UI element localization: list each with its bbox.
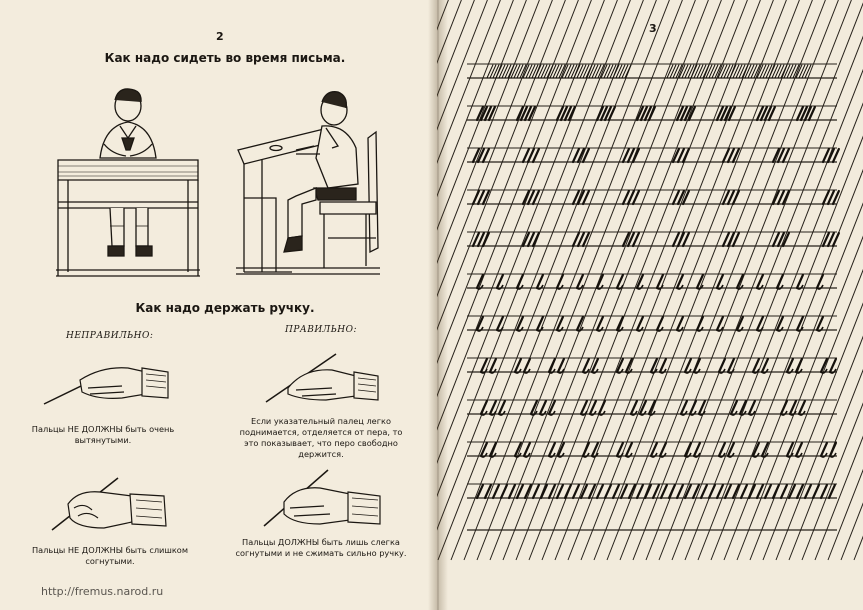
illustration-hand-right-bent-slightly	[260, 466, 384, 530]
practice-stroke	[691, 65, 697, 78]
practice-stroke	[724, 65, 730, 78]
practice-stroke	[573, 485, 579, 498]
practice-stroke	[526, 65, 532, 78]
slant-guide-line	[646, 0, 863, 560]
practice-stroke	[595, 65, 601, 78]
practice-stroke	[669, 485, 675, 498]
practice-stroke	[485, 485, 491, 498]
practice-stroke	[493, 485, 499, 498]
practice-stroke	[553, 65, 559, 78]
practice-stroke	[487, 65, 493, 78]
practice-stroke	[541, 485, 547, 498]
practice-stroke	[805, 485, 811, 498]
practice-stroke	[607, 65, 613, 78]
practice-stroke	[517, 485, 523, 498]
slant-guide-line	[854, 0, 863, 560]
slant-guide-line	[802, 0, 863, 560]
practice-stroke	[580, 65, 586, 78]
practice-stroke	[742, 65, 748, 78]
caption-wrong-bent: Пальцы НЕ ДОЛЖНЫ быть слишком согнутыми.	[32, 545, 188, 566]
practice-stroke	[749, 485, 755, 498]
caption-right-bent-slightly: Пальцы ДОЛЖНЫ быть лишь слегка согнутыми и не сжимать сильно ручку.	[235, 537, 407, 558]
practice-stroke	[673, 65, 679, 78]
practice-stroke	[670, 65, 676, 78]
page-number-left: 2	[216, 30, 224, 43]
practice-stroke	[502, 65, 508, 78]
practice-stroke	[604, 65, 610, 78]
practice-stroke	[685, 65, 691, 78]
practice-stroke	[821, 485, 827, 498]
practice-stroke	[508, 65, 514, 78]
practice-stroke	[605, 485, 611, 498]
practice-stroke	[709, 65, 715, 78]
practice-stroke	[509, 485, 515, 498]
slant-guide-line	[437, 0, 513, 560]
label-right: ПРАВИЛЬНО:	[285, 325, 358, 335]
practice-stroke	[703, 65, 709, 78]
practice-stroke	[535, 65, 541, 78]
illustration-hand-wrong-bent	[48, 474, 170, 534]
practice-stroke	[712, 65, 718, 78]
practice-stroke	[556, 65, 562, 78]
slant-guide-line	[437, 0, 539, 560]
practice-stroke	[730, 65, 736, 78]
label-wrong: НЕПРАВИЛЬНО:	[66, 331, 154, 341]
practice-stroke	[693, 485, 699, 498]
slant-guide-line	[724, 0, 863, 560]
practice-stroke	[613, 485, 619, 498]
illustration-hand-right-relaxed	[262, 350, 382, 406]
book-gutter	[428, 0, 448, 610]
illustration-boy-side-view	[236, 88, 386, 278]
practice-stroke	[568, 65, 574, 78]
illustration-hand-wrong-straight	[42, 350, 172, 408]
caption-right-relaxed: Если указательный палец легко поднимается, отделяется от пера, то это показывает, что перо свободно держится.	[239, 416, 403, 459]
slant-guide-line	[633, 0, 851, 560]
practice-stroke	[592, 65, 598, 78]
practice-stroke	[547, 65, 553, 78]
slant-guide-line	[438, 0, 656, 560]
practice-stroke	[721, 65, 727, 78]
practice-stroke	[637, 485, 643, 498]
practice-stroke	[736, 65, 742, 78]
slant-guide-line	[503, 0, 721, 560]
practice-stroke	[748, 65, 754, 78]
practice-stroke	[589, 485, 595, 498]
slant-guide-line	[620, 0, 838, 560]
slant-guide-line	[464, 0, 682, 560]
slant-guide-line	[685, 0, 863, 560]
caption-wrong-straight: Пальцы НЕ ДОЛЖНЫ быть очень вытянутыми.	[31, 424, 175, 445]
practice-stroke	[597, 485, 603, 498]
right-page	[437, 0, 863, 610]
practice-stroke	[533, 485, 539, 498]
practice-stroke	[619, 65, 625, 78]
practice-stroke	[829, 485, 835, 498]
practice-stroke	[490, 65, 496, 78]
slant-guide-line	[581, 0, 799, 560]
practice-stroke	[621, 485, 627, 498]
practice-stroke	[709, 485, 715, 498]
practice-stroke	[781, 485, 787, 498]
practice-stroke	[613, 65, 619, 78]
slant-guide-line	[437, 0, 617, 560]
practice-stroke	[514, 65, 520, 78]
footer-url: http://fremus.narod.ru	[41, 585, 164, 598]
practice-stroke	[517, 65, 523, 78]
practice-stroke	[760, 65, 766, 78]
practice-stroke	[787, 65, 793, 78]
practice-stroke	[565, 485, 571, 498]
slant-guide-line	[542, 0, 760, 560]
heading-holding-pen: Как надо держать ручку.	[135, 301, 315, 315]
heading-sitting: Как надо сидеть во время письма.	[104, 51, 346, 65]
practice-stroke	[697, 65, 703, 78]
practice-stroke	[677, 485, 683, 498]
practice-stroke	[541, 65, 547, 78]
practice-stroke	[769, 65, 775, 78]
practice-stroke	[797, 485, 803, 498]
practice-stroke	[763, 65, 769, 78]
practice-stroke	[725, 485, 731, 498]
practice-stroke	[701, 485, 707, 498]
practice-stroke	[682, 65, 688, 78]
practice-stroke	[501, 485, 507, 498]
practice-stroke	[529, 65, 535, 78]
practice-stroke	[781, 65, 787, 78]
practice-stroke	[717, 485, 723, 498]
practice-stroke	[625, 65, 631, 78]
practice-stroke	[813, 485, 819, 498]
practice-stroke	[565, 65, 571, 78]
page-number-right: 3	[649, 22, 657, 35]
illustration-boy-front-view	[52, 86, 204, 278]
practice-stroke	[496, 65, 502, 78]
slant-guide-line	[490, 0, 708, 560]
practice-stroke	[751, 65, 757, 78]
practice-stroke	[645, 485, 651, 498]
copybook-practice-lines	[437, 0, 863, 610]
practice-stroke	[741, 485, 747, 498]
practice-stroke	[775, 65, 781, 78]
slant-guide-line	[437, 0, 591, 560]
practice-stroke	[799, 65, 805, 78]
practice-stroke	[790, 65, 796, 78]
practice-stroke	[802, 65, 808, 78]
slant-guide-line	[477, 0, 695, 560]
slant-guide-line	[711, 0, 863, 560]
practice-stroke	[574, 65, 580, 78]
practice-stroke	[586, 65, 592, 78]
practice-stroke	[773, 485, 779, 498]
